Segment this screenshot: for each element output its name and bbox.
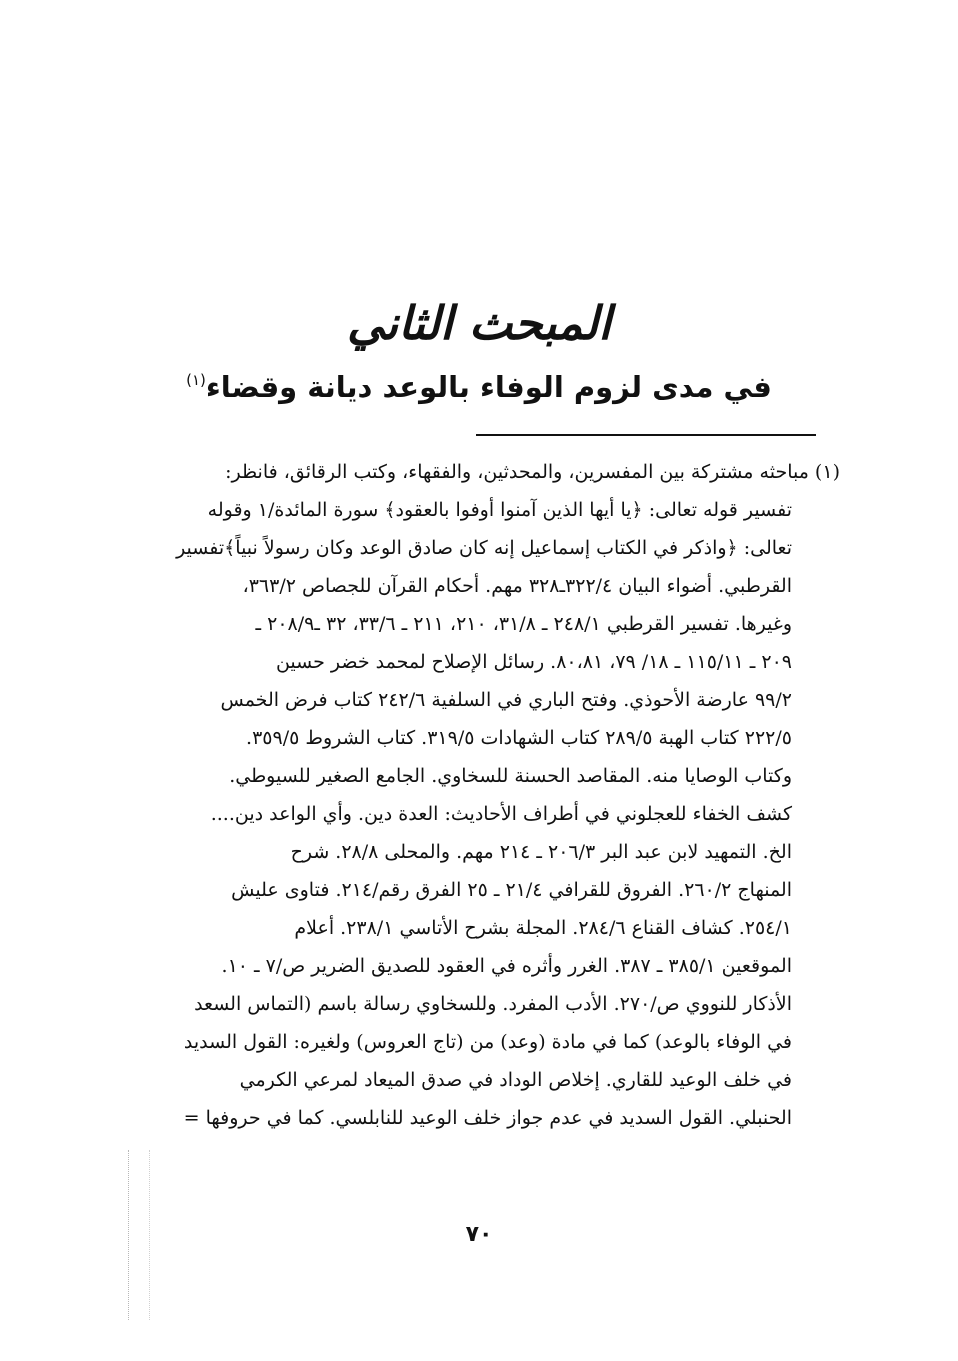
footnote-line: ٢٢٢/٥ كتاب الهبة ٢٨٩/٥ كتاب الشهادات ٣١٩/٥. كتاب الشروط ٣٥٩/٥.: [246, 727, 792, 749]
footnote-line: تعالى: ﴿واذكر في الكتاب إسماعيل إنه كان صادق الوعد وكان رسولاً نبياً﴾تفسير: [176, 537, 792, 559]
footnote-line: وكتاب الوصايا منه. المقاصد الحسنة للسخاوي. الجامع الصغير للسيوطي.: [229, 765, 792, 787]
section-subtitle-text: في مدى لزوم الوفاء بالوعد ديانة وقضاء: [205, 370, 772, 404]
page-number: ٧٠: [465, 1222, 493, 1247]
section-title: المبحث الثاني: [347, 296, 611, 350]
footnote-line: في خلف الوعيد للقاري. إخلاص الوداد في صدق الميعاد لمرعي الكرمي: [239, 1069, 792, 1091]
footnote-divider: [476, 434, 816, 436]
footnote-line: ٢٥٤/١. كشاف القناع ٢٨٤/٦. المجلة بشرح الأتاسي ٢٣٨/١. أعلام: [294, 917, 792, 939]
footnote-line: كشف الخفاء للعجلوني في أطراف الأحاديث: العدة دين. وأي الواعد دين....: [210, 803, 792, 825]
footnote-line: (١) مباحثه مشتركة بين المفسرين، والمحدثين، والفقهاء، وكتب الرقائق، فانظر:: [225, 461, 840, 483]
footnote-line: وغيرها. تفسير القرطبي ٢٤٨/١ ـ ٣١/٨، ٢١٠، ٢١١ ـ ٣٣/٦، ٣٢ ـ٢٠٨/٩ ـ: [255, 613, 792, 635]
footnote-line: ٩٩/٢ عارضة الأحوذي. وفتح الباري في السلفية ٢٤٢/٦ كتاب فرض الخمس: [220, 689, 792, 711]
footnote-marker: (١): [186, 371, 206, 389]
section-subtitle: [0, 356, 958, 411]
footnote-line: الموقعين ٣٨٥/١ ـ ٣٨٧. الغرر وأثره في العقود للصديق الضرير ص/٧ ـ ١٠.: [221, 955, 792, 977]
footnote-line: في الوفاء بالوعد) كما في مادة (وعد) من (تاج العروس) ولغيره: القول السديد: [183, 1031, 792, 1053]
footnote-line: الأذكار للنووي ص/٢٧٠. الأدب المفرد. وللسخاوي رسالة باسم (التماس السعد: [194, 993, 792, 1015]
footnote-line: الخ. التمهيد لابن عبد البر ٢٠٦/٣ ـ ٢١٤ مهم. والمحلى ٢٨/٨. شرح: [290, 841, 792, 863]
footnote-line: القرطبي. أضواء البيان ٣٢٢/٤ـ٣٢٨ مهم. أحكام القرآن للجصاص ٣٦٣/٢،: [242, 575, 792, 597]
footnote-line: ٢٠٩ ـ ١١٥/١١ ـ ١٨/ ٧٩، ٨٠،٨١. رسائل الإصلاح لمحمد خضر حسين: [275, 651, 792, 673]
footnote-line: الحنبلي. القول السديد في عدم جواز خلف الوعيد للنابلسي. كما في حروفها =: [183, 1107, 792, 1129]
footnote-block: [110, 453, 840, 1137]
footnote-line: تفسير قوله تعالى: ﴿يا أيها الذين آمنوا أوفوا بالعقود﴾ سورة المائدة/١ وقوله: [207, 499, 792, 521]
footnote-line: المنهاج ٢٦٠/٢. الفروق للقرافي ٢١/٤ ـ ٢٥ الفرق رقم/٢١٤. فتاوى عليش: [231, 879, 792, 901]
